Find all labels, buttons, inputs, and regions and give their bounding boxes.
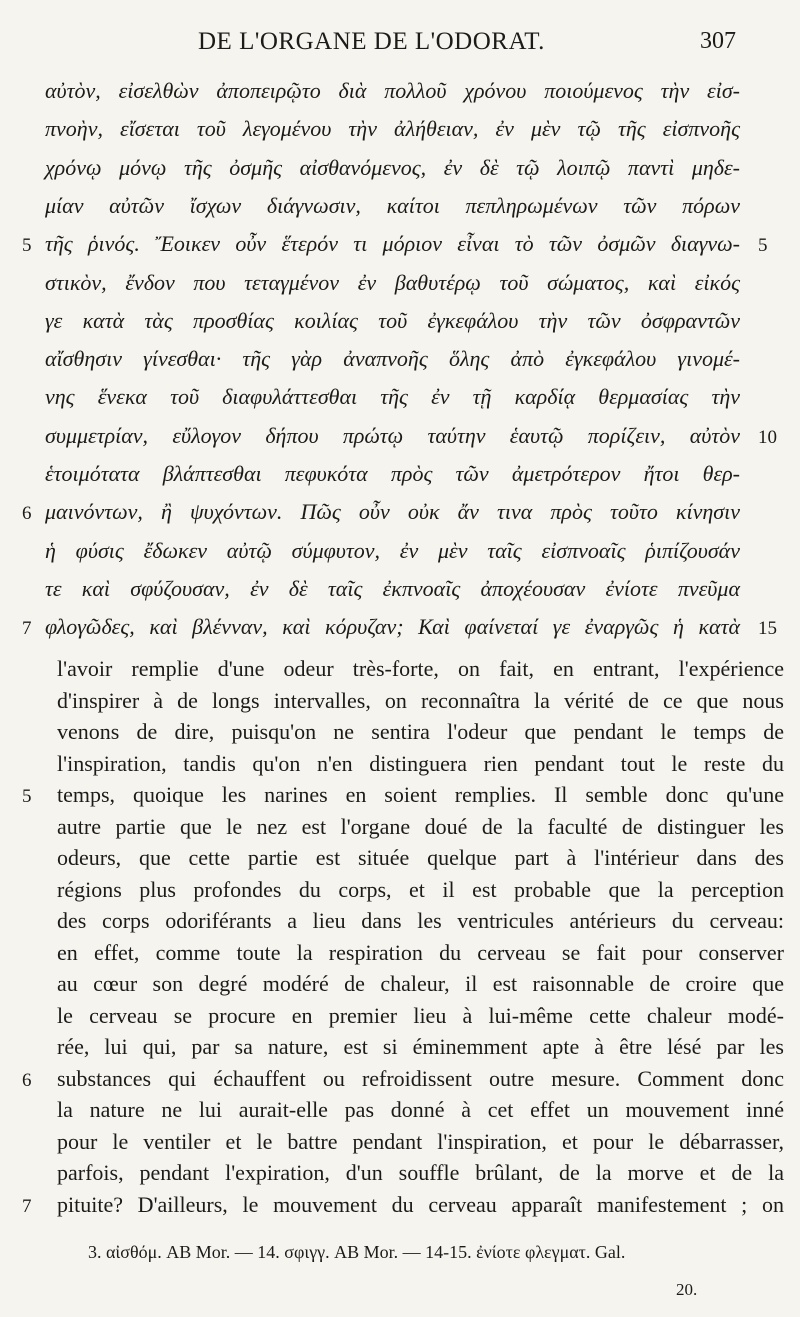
text-line: αὐτὸν, εἰσελθὼν ἀποπειρῷτο διὰ πολλοῦ χρόνου ποιούμενος τὴν εἰσ- bbox=[45, 78, 740, 103]
line-number-right: 10 bbox=[758, 426, 777, 448]
text-line: χρόνῳ μόνῳ τῆς ὀσμῆς αἰσθανόμενος, ἐν δὲ τῷ λοιπῷ παντὶ μηδε- bbox=[45, 154, 740, 180]
page-number: 307 bbox=[700, 28, 736, 54]
text-line: odeurs, que cette partie est située quelque part à l'intérieur dans des bbox=[57, 845, 784, 870]
text-line: venons de dire, puisqu'on ne sentira l'odeur que pendant le temps de bbox=[57, 719, 784, 744]
footnote: 3. αἰσθόμ. AB Mor. — 14. σφιγγ. AB Mor. — 14-15. ἐνίοτε φλεγματ. Gal. bbox=[88, 1242, 626, 1262]
running-head: DE L'ORGANE DE L'ODORAT. bbox=[198, 28, 545, 55]
line-number-left: 6 bbox=[22, 1069, 32, 1091]
text-line: des corps odoriférants a lieu dans les ventricules antérieurs du cerveau: bbox=[57, 908, 784, 933]
text-line: l'inspiration, tandis qu'on n'en distinguera rien pendant tout le reste du bbox=[57, 750, 784, 776]
text-line: temps, quoique les narines en soient remplies. Il semble donc qu'une bbox=[57, 782, 784, 807]
text-line: φλογῶδες, καὶ βλένναν, καὶ κόρυζαν; Καὶ φαίνεταί γε ἐναργῶς ἡ κατὰ bbox=[45, 614, 740, 640]
text-line: d'inspirer à de longs intervalles, on reconnaîtra la vérité de ce que nous bbox=[57, 687, 784, 713]
text-line: le cerveau se procure en premier lieu à lui-même cette chaleur modé- bbox=[57, 1002, 784, 1028]
text-line: ἑτοιμότατα βλάπτεσθαι πεφυκότα πρὸς τῶν ἀμετρότερον ἤτοι θερ- bbox=[45, 461, 740, 486]
text-line: l'avoir remplie d'une odeur très-forte, on fait, en entrant, l'expérience bbox=[57, 656, 784, 681]
text-line: μαινόντων, ἢ ψυχόντων. Πῶς οὖν οὐκ ἄν τινα πρὸς τοῦτο κίνησιν bbox=[45, 499, 740, 525]
text-line: στικὸν, ἔνδον που τεταγμένον ἐν βαθυτέρῳ τοῦ σώματος, καὶ εἰκός bbox=[45, 269, 740, 295]
text-line: pituite? D'ailleurs, le mouvement du cerveau apparaît manifestement ; on bbox=[57, 1191, 784, 1217]
text-line: γε κατὰ τὰς προσθίας κοιλίας τοῦ ἐγκεφάλου τὴν τῶν ὀσφραντῶν bbox=[45, 307, 740, 333]
text-line: συμμετρίαν, εὔλογον δήπου πρώτῳ ταύτην ἑαυτῷ πορίζειν, αὐτὸν bbox=[45, 422, 740, 448]
text-line: régions plus profondes du corps, et il est probable que la perception bbox=[57, 876, 784, 902]
text-line: substances qui échauffent ou refroidissent outre mesure. Comment donc bbox=[57, 1065, 784, 1091]
text-line: μίαν αὐτῶν ἴσχων διάγνωσιν, καίτοι πεπληρωμένων τῶν πόρων bbox=[45, 192, 740, 218]
text-line: τε καὶ σφύζουσαν, ἐν δὲ ταῖς ἐκπνοαῖς ἀποχέουσαν ἐνίοτε πνεῦμα bbox=[45, 575, 740, 601]
line-number-left: 6 bbox=[22, 503, 32, 525]
text-line: la nature ne lui aurait-elle pas donné à cet effet un mouvement inné bbox=[57, 1097, 784, 1122]
text-line: autre partie que le nez est l'organe doué de la faculté de distinguer les bbox=[57, 813, 784, 839]
text-line: parfois, pendant l'expiration, d'un souffle brûlant, de la morve et de la bbox=[57, 1160, 784, 1185]
signature-mark: 20. bbox=[676, 1280, 698, 1299]
line-number-right: 5 bbox=[758, 235, 768, 257]
text-line: au cœur son degré modéré de chaleur, il est raisonnable de croire que bbox=[57, 971, 784, 996]
line-number-left: 5 bbox=[22, 235, 32, 257]
line-number-left: 7 bbox=[22, 1195, 32, 1217]
text-line: τῆς ῥινός. Ἔοικεν οὖν ἕτερόν τι μόριον εἶναι τὸ τῶν ὀσμῶν διαγνω- bbox=[45, 231, 740, 257]
page-header bbox=[0, 22, 800, 62]
line-number-left: 5 bbox=[22, 786, 32, 807]
line-number-left: 7 bbox=[22, 618, 32, 640]
text-line: en effet, comme toute la respiration du cerveau se fait pour conserver bbox=[57, 939, 784, 965]
text-line: πνοὴν, εἴσεται τοῦ λεγομένου τὴν ἀλήθειαν, ἐν μὲν τῷ τῆς εἰσπνοῆς bbox=[45, 116, 740, 142]
text-line: ἡ φύσις ἔδωκεν αὐτῷ σύμφυτον, ἐν μὲν ταῖς εἰσπνοαῖς ῥιπίζουσάν bbox=[45, 537, 740, 563]
text-line: αἴσθησιν γίνεσθαι· τῆς γὰρ ἀναπνοῆς ὅλης ἀπὸ ἐγκεφάλου γινομέ- bbox=[45, 346, 740, 372]
text-line: νης ἕνεκα τοῦ διαφυλάττεσθαι τῆς ἐν τῇ καρδίᾳ θερμασίας τὴν bbox=[45, 384, 740, 410]
line-number-right: 15 bbox=[758, 618, 777, 640]
text-line: pour le ventiler et le battre pendant l'inspiration, et pour le débarrasser, bbox=[57, 1128, 784, 1154]
text-line: rée, lui qui, par sa nature, est si éminemment apte à être lésé par les bbox=[57, 1034, 784, 1059]
